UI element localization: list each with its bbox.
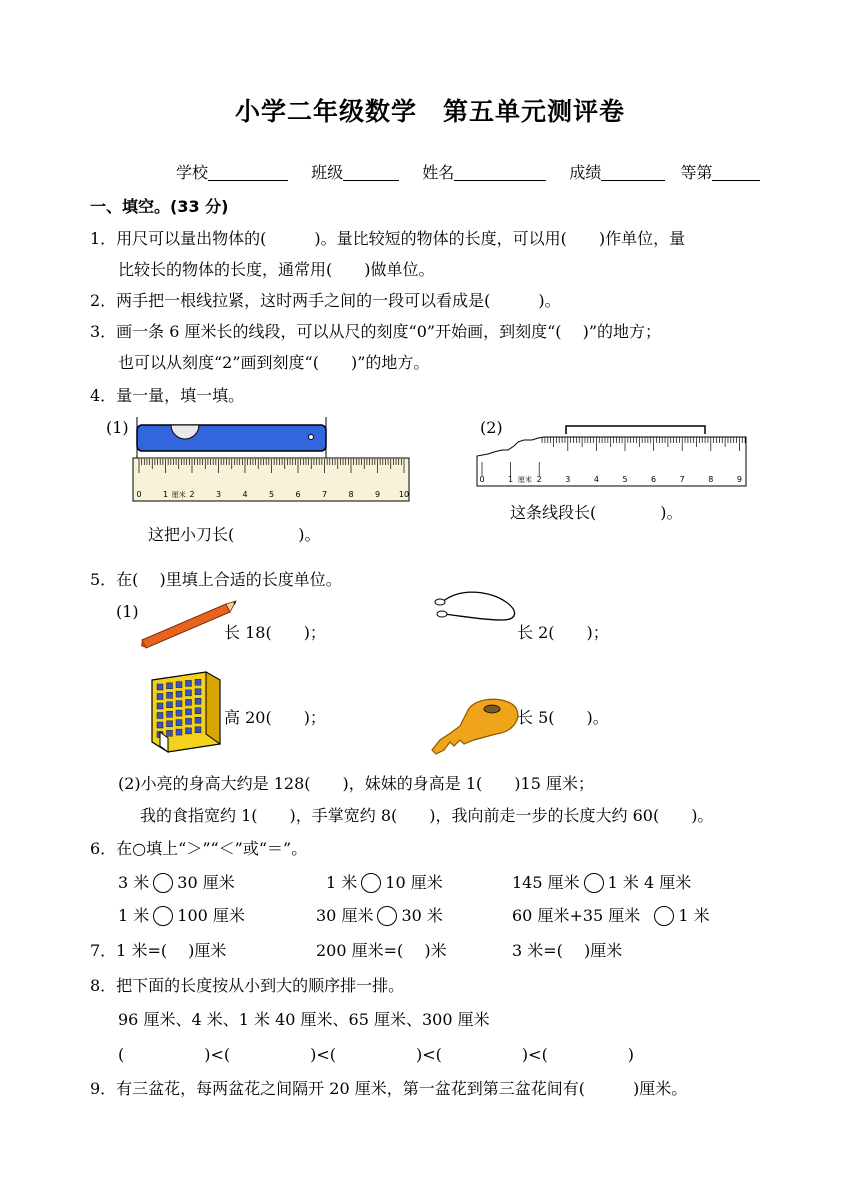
grade-blank[interactable] (712, 164, 760, 181)
compare-circle[interactable] (584, 873, 604, 893)
question-8-stem: 8．把下面的长度按从小到大的顺序排一排。 (90, 976, 405, 995)
key-icon (430, 694, 522, 758)
tick-label: 7 (679, 475, 685, 484)
knife-icon (137, 425, 326, 451)
score-blank[interactable] (601, 164, 665, 181)
compare-item: 1 米 10 厘米 (326, 873, 443, 892)
tick-label: 5 (622, 475, 628, 484)
tick-label: 4 (593, 475, 599, 484)
q5-part2-line-1: (2)小亮的身高大约是 128( )，妹妹的身高是 1( )15 厘米； (118, 774, 594, 793)
compare-circle[interactable] (377, 906, 397, 926)
question-6-stem: 6．在○填上“＞”“＜”或“＝”。 (90, 839, 308, 858)
question-1-line-1: 1．用尺可以量出物体的( )。量比较短的物体的长度，可以用( )作单位，量 (90, 229, 686, 248)
q4-answer-2: 这条线段长( )。 (510, 503, 683, 522)
tick-label: 2 (536, 475, 542, 484)
name-blank[interactable] (454, 164, 546, 181)
tick-label: 0 (479, 475, 485, 484)
page-title: 小学二年级数学 第五单元测评卷 (234, 97, 625, 126)
tick-label: 8 (348, 490, 354, 499)
pencil-icon (138, 598, 238, 650)
question-7b: 200 厘米=( )米 (316, 941, 447, 960)
class-blank[interactable] (343, 164, 399, 181)
compare-circle[interactable] (361, 873, 381, 893)
pencil-length: 长 18( )； (224, 623, 326, 642)
tick-label: 6 (651, 475, 657, 484)
school-label: 学校 (176, 163, 209, 182)
ruler-with-knife-figure (133, 417, 413, 503)
building-icon (150, 670, 226, 754)
segment-line (566, 426, 705, 434)
name-label: 姓名 (422, 163, 455, 182)
tick-label: 1 (162, 490, 169, 499)
section-heading: 一、填空。(33 分) (90, 197, 229, 216)
question-1-line-2: 比较长的物体的长度，通常用( )做单位。 (118, 260, 435, 279)
question-9: 9．有三盆花，每两盆花之间隔开 20 厘米，第一盆花到第三盆花间有( )厘米。 (90, 1079, 688, 1098)
broken-ruler-figure (474, 420, 754, 486)
question-7c: 3 米=( )厘米 (512, 941, 623, 960)
compare-circle[interactable] (153, 906, 173, 926)
question-5-stem: 5．在( )里填上合适的长度单位。 (90, 570, 342, 589)
unit-label: 厘米 (517, 476, 532, 484)
question-3-line-2: 也可以从刻度“2”画到刻度“( )”的地方。 (118, 353, 430, 372)
unit-label: 厘米 (171, 491, 186, 499)
tick-label: 9 (374, 490, 381, 499)
tick-label: 9 (736, 475, 742, 484)
info-line (176, 160, 760, 183)
q4-part2-label: (2) (480, 418, 503, 437)
question-2: 2．两手把一根线拉紧，这时两手之间的一段可以看成是( )。 (90, 291, 561, 310)
q5-part2-line-2: 我的食指宽约 1( )，手掌宽约 8( )，我向前走一步的长度大约 60( )。 (140, 806, 714, 825)
compare-circle[interactable] (654, 906, 674, 926)
tick-label: 2 (189, 490, 195, 499)
tick-label: 4 (242, 490, 248, 499)
q4-part1-label: (1) (106, 418, 129, 437)
tick-label: 7 (321, 490, 328, 499)
grade-label: 等第 (680, 163, 713, 182)
key-length: 长 5( )。 (517, 708, 609, 727)
tick-label: 0 (136, 490, 142, 499)
rope-length: 长 2( )； (517, 623, 609, 642)
tick-label: 3 (565, 475, 571, 484)
question-3-line-1: 3．画一条 6 厘米长的线段，可以从尺的刻度“0”开始画，到刻度“( )”的地方； (90, 322, 662, 341)
tick-label: 1 (508, 475, 514, 484)
question-7a: 7．1 米=( )厘米 (90, 941, 227, 960)
compare-item: 3 米 30 厘米 (118, 873, 235, 892)
tick-label: 6 (295, 490, 301, 499)
building-height: 高 20( )； (224, 708, 326, 727)
q4-answer-1: 这把小刀长( )。 (148, 525, 321, 544)
compare-circle[interactable] (153, 873, 173, 893)
question-4-stem: 4．量一量，填一填。 (90, 386, 245, 405)
compare-item: 30 厘米 30 米 (316, 906, 443, 925)
score-label: 成绩 (569, 163, 602, 182)
school-blank[interactable] (208, 164, 288, 181)
question-8-order-blanks[interactable]: ( )<( )<( )<( )<( ) (118, 1045, 635, 1064)
tick-label: 3 (215, 490, 222, 499)
compare-item: 60 厘米+35 厘米 1 米 (512, 906, 710, 925)
tick-label: 8 (708, 475, 714, 484)
q5-part1-label: (1) (116, 602, 139, 621)
rope-icon (432, 590, 522, 630)
tick-label: 5 (268, 490, 275, 499)
compare-item: 145 厘米 1 米 4 厘米 (512, 873, 692, 892)
class-label: 班级 (311, 163, 344, 182)
compare-item: 1 米 100 厘米 (118, 906, 245, 925)
knife-rivet (309, 435, 314, 440)
tick-label: 10 (398, 490, 410, 499)
question-8-items: 96 厘米、4 米、1 米 40 厘米、65 厘米、300 厘米 (118, 1010, 490, 1029)
